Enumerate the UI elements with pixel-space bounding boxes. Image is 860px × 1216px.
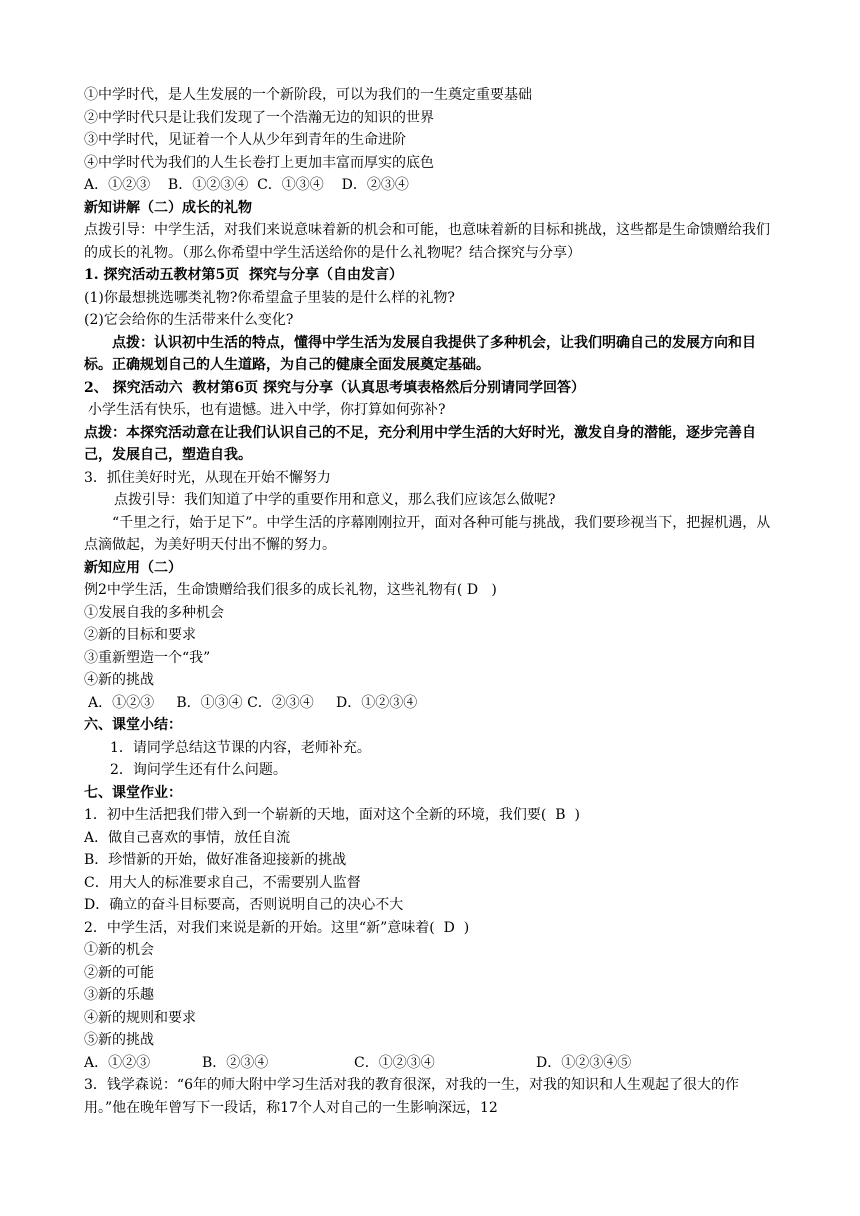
question-2: (2)它会给你的生活带来什么变化? [84,312,294,328]
homework-question-1: 1．初中生活把我们带入到一个崭新的天地，面对这个全新的环境，我们要( B ) [84,807,580,823]
hw1-choice-d: D．确立的奋斗目标要高，否则说明自己的决心不大 [84,897,404,913]
tip-paragraph-2: 点拨：本探究活动意在让我们认识自己的不足，充分利用中学生活的大好时光，激发自身的潜能，逐步完善自己，发展自己，塑造自我。 [84,424,756,463]
option-1: ①中学时代，是人生发展的一个新阶段，可以为我们的一生奠定重要基础 [84,87,532,103]
hw2-option-5: ⑤新的挑战 [84,1032,154,1048]
activity-six-heading: 2、 探究活动六 教材第6页 探究与分享（认真思考填表格然后分别请同学回答） [84,379,585,396]
option-2: ②中学时代只是让我们发现了一个浩瀚无边的知识的世界 [84,109,434,126]
hw2-answer-choices [84,1052,780,1075]
example-option-4: ④新的挑战 [84,672,154,688]
hw2-choice-a: A．①②③ [84,1054,151,1071]
document-page [84,84,780,1119]
guidance-question: 点拨引导：我们知道了中学的重要作用和意义，那么我们应该怎么做呢? [114,492,556,508]
point-3-heading: 3．抓住美好时光，从现在开始不懈努力 [84,469,331,486]
homework-question-2: 2．中学生活，对我们来说是新的开始。这里“新”意味着( D ) [84,919,470,936]
summary-item-1: 1．请同学总结这节课的内容，老师补充。 [110,739,371,756]
hw2-option-2: ②新的可能 [84,964,154,981]
activity-six-prompt: 小学生活有快乐，也有遗憾。进入中学，你打算如何弥补? [88,402,446,418]
section-heading-application: 新知应用（二） [84,559,182,576]
guidance-paragraph: 点拨引导：中学生活，对我们来说意味着新的机会和可能，也意味着新的目标和挑战，这些都是生命馈赠给我们的成长的礼物。（那么你希望中学生活送给你的是什么礼物呢？结合探究与分享） [84,222,770,261]
hw1-choice-a: A．做自己喜欢的事情，放任自流 [84,829,291,846]
section-heading-summary: 六、课堂小结： [84,717,182,733]
hw2-choice-c: C．①②③④ [354,1054,435,1071]
hw2-choice-d: D．①②③④⑤ [536,1054,632,1071]
summary-item-2: 2．询问学生还有什么问题。 [110,762,287,778]
hw2-choice-b: B．②③④ [202,1054,269,1071]
answer-choices: A．①②③ B．①②③④ C．①③④ D．②③④ [84,177,409,193]
hw2-option-4: ④新的规则和要求 [84,1009,196,1026]
option-3: ③中学时代，见证着一个人从少年到青年的生命进阶 [84,132,406,148]
section-heading-gift: 新知讲解（二）成长的礼物 [84,199,252,216]
example-option-1: ①发展自我的多种机会 [84,604,224,621]
hw2-option-3: ③新的乐趣 [84,987,154,1003]
example-answer-choices: A．①②③ B．①③④ C．②③④ D．①②③④ [88,694,418,711]
section-heading-homework: 七、课堂作业： [84,784,182,801]
question-1: (1)你最想挑选哪类礼物?你希望盒子里装的是什么样的礼物? [84,289,455,306]
hw2-option-1: ①新的机会 [84,942,154,958]
homework-question-3: 3．钱学森说：“6年的师大附中学习生活对我的教育很深，对我的一生，对我的知识和人生观起了很大的作用。”他在晚年曾写下一段话，称17个人对自己的一生影响深远，12 [84,1077,739,1116]
hw1-choice-b: B．珍惜新的开始，做好准备迎接新的挑战 [84,852,347,868]
quote-paragraph: “千里之行，始于足下”。中学生活的序幕刚刚拉开，面对各种可能与挑战，我们要珍视当下，把握机遇，从点滴做起，为美好明天付出不懈的努力。 [84,514,771,553]
option-4: ④中学时代为我们的人生长卷打上更加丰富而厚实的底色 [84,154,434,171]
hw1-choice-c: C．用大人的标准要求自己，不需要别人监督 [84,874,361,891]
activity-five-heading: 1. 探究活动五教材第5页 探究与分享（自由发言） [84,267,403,283]
example-2-question: 例2中学生活，生命馈赠给我们很多的成长礼物，这些礼物有( D ) [84,582,497,598]
example-option-2: ②新的目标和要求 [84,627,196,643]
example-option-3: ③重新塑造一个“我” [84,649,211,666]
tip-paragraph-1: 点拨：认识初中生活的特点，懂得中学生活为发展自我提供了多种机会，让我们明确自己的发展方向和目标。正确规划自己的人生道路，为自己的健康全面发展奠定基础。 [84,334,756,373]
